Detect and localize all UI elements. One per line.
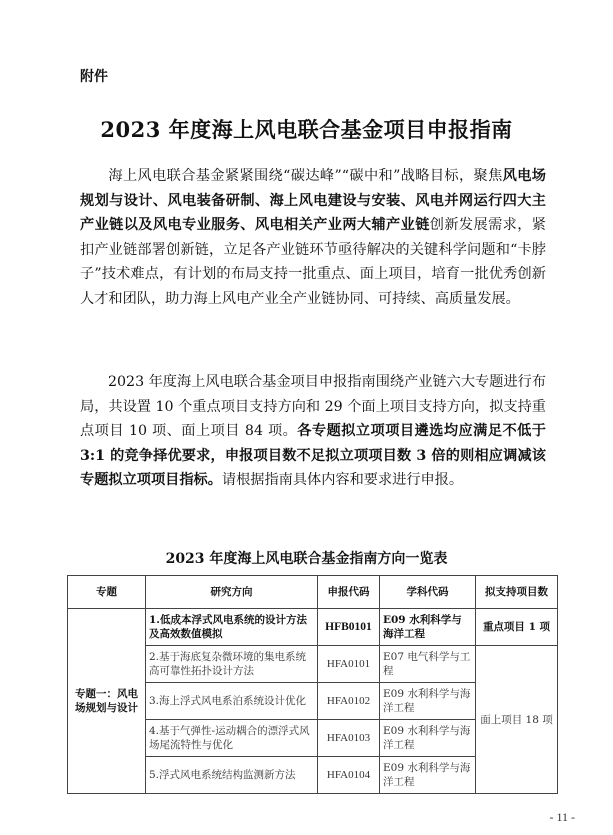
header-discipline: 学科代码 — [380, 576, 476, 609]
direction-cell: 4.基于气弹性-运动耦合的漂浮式风场尾流特性与优化 — [146, 720, 318, 757]
direction-cell: 3.海上浮式风电系泊系统设计优化 — [146, 683, 318, 720]
directions-table — [67, 575, 558, 794]
support-general-cell: 面上项目 18 项 — [476, 646, 558, 794]
code-cell: HFA0103 — [318, 720, 380, 757]
header-topic: 专题 — [68, 576, 146, 609]
support-key-cell: 重点项目 1 项 — [476, 609, 558, 646]
header-code: 申报代码 — [318, 576, 380, 609]
guideline-paragraph — [80, 370, 546, 493]
guideline-text-2: 请根据指南具体内容和要求进行申报。 — [221, 472, 464, 489]
code-cell: HFA0102 — [318, 683, 380, 720]
intro-text-1: 海上风电联合基金紧紧围绕“碳达峰”“碳中和”战略目标，聚焦 — [108, 168, 503, 184]
discipline-cell: E09 水利科学与海洋工程 — [380, 683, 476, 720]
page-number: - 11 - — [549, 810, 575, 824]
code-cell: HFA0104 — [318, 757, 380, 794]
direction-cell: 5.浮式风电系统结构监测新方法 — [146, 757, 318, 794]
document-title: 2023 年度海上风电联合基金项目申报指南 — [100, 117, 513, 142]
discipline-cell: E09 水利科学与海洋工程 — [380, 720, 476, 757]
table-header-row — [68, 576, 558, 609]
discipline-cell: E09 水利科学与海洋工程 — [380, 609, 476, 646]
topic-cell: 专题一：风电场规划与设计 — [68, 609, 146, 794]
direction-cell: 1.低成本浮式风电系统的设计方法及高效数值模拟 — [146, 609, 318, 646]
intro-bold-text: 风电场规划与设计、风电装备研制、海上风电建设与安装、风电并网运行四大主产业链以及风电专业服务、风电相关产业两大辅产业链 — [80, 168, 546, 234]
discipline-cell: E07 电气科学与工程 — [380, 646, 476, 683]
direction-cell: 2.基于海底复杂微环境的集电系统高可靠性拓扑设计方法 — [146, 646, 318, 683]
code-cell: HFA0101 — [318, 646, 380, 683]
attachment-label: 附件 — [80, 69, 108, 85]
intro-paragraph — [80, 164, 546, 312]
table-title: 2023 年度海上风电联合基金指南方向一览表 — [165, 551, 448, 567]
intro-text-2: 创新发展需求，紧扣产业链部署创新链，立足各产业链环节亟待解决的关键科学问题和“卡脖子”技术难点，有计划的布局支持一批重点、面上项目，培育一批优秀创新人才和团队，助力海上风电产业全产业链协同、可持续、高质量发展。 — [80, 217, 546, 307]
header-direction: 研究方向 — [146, 576, 318, 609]
code-cell: HFB0101 — [318, 609, 380, 646]
header-support: 拟支持项目数 — [476, 576, 558, 609]
guideline-bold-text: 各专题拟立项项目遴选均应满足不低于 3:1 的竞争择优要求，申报项目数不足拟立项项目数 3 倍的则相应调减该专题拟立项项目指标。 — [80, 423, 546, 489]
table-row — [68, 609, 558, 646]
discipline-cell: E09 水利科学与海洋工程 — [380, 757, 476, 794]
guideline-text-1: 2023 年度海上风电联合基金项目申报指南围绕产业链六大专题进行布局，共设置 10 个重点项目支持方向和 29 个面上项目支持方向，拟支持重点项目 10 项、面上项目 84 项。 — [80, 374, 546, 440]
